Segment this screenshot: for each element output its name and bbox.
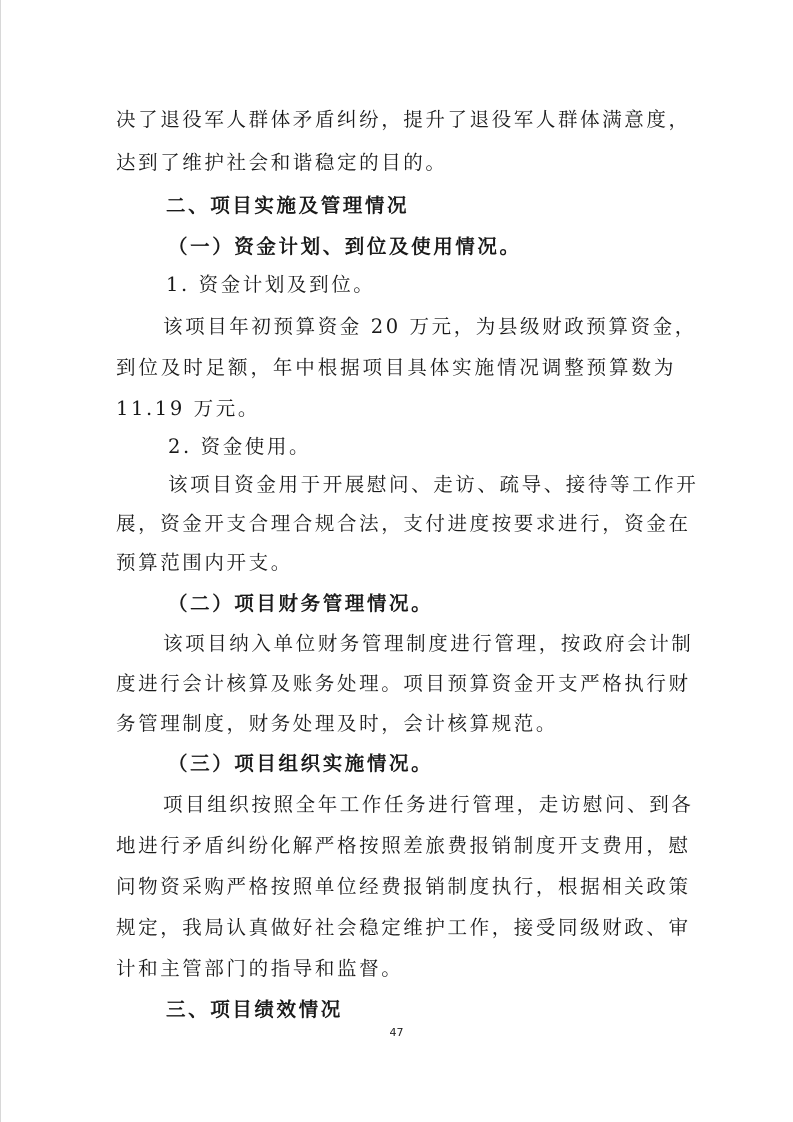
section-heading: 三、项目绩效情况 bbox=[166, 998, 343, 1021]
body-line: 决了退役军人群体矛盾纠纷，提升了退役军人群体满意度， bbox=[116, 108, 691, 131]
item-heading: 2. 资金使用。 bbox=[168, 435, 312, 458]
body-line: 规定，我局认真做好社会稳定维护工作，接受同级财政、审 bbox=[116, 916, 691, 939]
body-line: 地进行矛盾纠纷化解严格按照差旅费报销制度开支费用，慰 bbox=[116, 834, 691, 857]
body-line: 达到了维护社会和谐稳定的目的。 bbox=[116, 151, 448, 174]
body-line: 务管理制度，财务处理及时，会计核算规范。 bbox=[116, 712, 559, 735]
body-line: 到位及时足额，年中根据项目具体实施情况调整预算数为 bbox=[116, 356, 676, 379]
body-line: 展，资金开支合理合规合法，支付进度按要求进行，资金在 bbox=[116, 512, 691, 535]
body-line: 度进行会计核算及账务处理。项目预算资金开支严格执行财 bbox=[116, 672, 691, 695]
subsection-heading: （三）项目组织实施情况。 bbox=[168, 752, 434, 775]
subsection-heading: （二）项目财务管理情况。 bbox=[168, 592, 434, 615]
body-line: 该项目年初预算资金 20 万元，为县级财政预算资金， bbox=[163, 315, 697, 338]
body-line: 该项目资金用于开展慰问、走访、疏导、接待等工作开 bbox=[168, 473, 699, 496]
page-number: 47 bbox=[389, 1026, 404, 1039]
item-heading: 1. 资金计划及到位。 bbox=[166, 273, 376, 296]
section-heading: 二、项目实施及管理情况 bbox=[166, 194, 410, 217]
body-line: 11.19 万元。 bbox=[116, 397, 260, 420]
body-line: 计和主管部门的指导和监督。 bbox=[116, 957, 404, 980]
body-line: 预算范围内开支。 bbox=[116, 551, 293, 574]
body-line: 项目组织按照全年工作任务进行管理，走访慰问、到各 bbox=[163, 793, 694, 816]
body-line: 问物资采购严格按照单位经费报销制度执行，根据相关政策 bbox=[116, 875, 691, 898]
subsection-heading: （一）资金计划、到位及使用情况。 bbox=[168, 235, 522, 258]
body-line: 该项目纳入单位财务管理制度进行管理，按政府会计制 bbox=[163, 632, 694, 655]
